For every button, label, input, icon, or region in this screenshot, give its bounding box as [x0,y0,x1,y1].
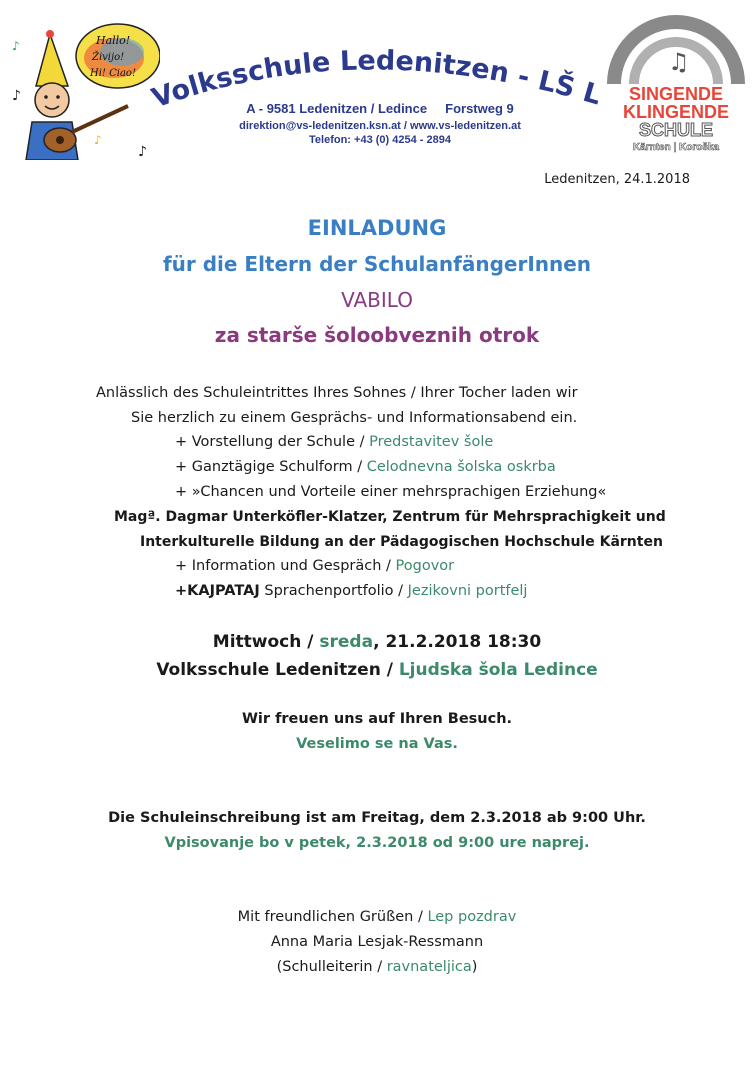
title-einladung: EINLADUNG [307,216,447,240]
intro-line-1: Anlässlich des Schuleintrittes Ihres Sohnes / Ihrer Tocher laden wir [96,385,578,401]
event-date-time: , 21.2.2018 18:30 [373,632,542,652]
agenda-item-4-de: + Information und Gespräch / [175,558,396,574]
agenda-item-5 [175,583,527,599]
agenda-item-5-bold: +KAJPATAJ [175,583,260,599]
title-za-starse: za starše šoloobveznih otrok [214,323,540,347]
svg-text:♪: ♪ [12,39,20,53]
agenda-item-5-de: Sprachenportfolio / [259,583,408,599]
enrollment-de: Die Schuleinschreibung ist am Freitag, dem 2.3.2018 ab 9:00 Uhr. [108,810,646,826]
agenda-item-5-sl: Jezikovni portfelj [407,583,528,599]
school-address: A - 9581 Ledenitzen / Ledince Forstweg 9 [246,101,514,116]
agenda-item-1-sl: Predstavitev šole [369,434,494,450]
svg-text:Hi! Ciao!: Hi! Ciao! [90,68,136,79]
agenda-item-4 [175,558,454,574]
svg-text:SINGENDE: SINGENDE [628,84,724,104]
welcome-sl: Veselimo se na Vas. [296,736,458,752]
svg-text:Kärnten | Koroška: Kärnten | Koroška [632,142,720,153]
signatory-role [0,959,754,975]
agenda-item-2-sl: Celodnevna šolska oskrba [366,459,556,475]
greeting-sl: Lep pozdrav [427,909,517,925]
event-day-sl: sreda [319,632,374,652]
agenda-item-1-de: + Vorstellung der Schule / [175,434,370,450]
svg-text:♪: ♪ [138,144,147,160]
singende-klingende-schule-logo [606,14,746,154]
greeting-de: Mit freundlichen Grüßen / [237,909,428,925]
enrollment-sl: Vpisovanje bo v petek, 2.3.2018 od 9:00 ure naprej. [164,835,590,851]
title-fuer-eltern: für die Eltern der SchulanfängerInnen [162,252,592,276]
role-sl: ravnateljica [386,959,472,975]
agenda-item-2-de: + Ganztägige Schulform / [175,459,367,475]
agenda-item-2 [175,459,556,475]
title-vabilo: VABILO [341,288,413,312]
letter-date: Ledenitzen, 24.1.2018 [544,172,690,187]
event-place-de: Volksschule Ledenitzen / [156,660,399,680]
svg-text:♫: ♫ [668,48,690,76]
agenda-item-3: + »Chancen und Vorteile einer mehrsprachigen Erziehung« [175,484,607,500]
svg-text:♪: ♪ [12,88,21,104]
intro-line-2: Sie herzlich zu einem Gesprächs- und Informationsabend ein. [131,410,578,426]
closing-greeting [0,909,754,925]
school-phone: Telefon: +43 (0) 4254 - 2894 [309,134,451,146]
svg-text:Volksschule Ledenitzen - LŠ Le: Volksschule Ledenitzen - LŠ L [150,45,605,112]
svg-text:♪: ♪ [94,133,102,147]
event-datetime [0,632,754,652]
event-day-de: Mittwoch / [212,632,320,652]
agenda-item-1 [175,434,493,450]
svg-text:SCHULE: SCHULE [638,120,714,140]
speaker-line-1: Magª. Dagmar Unterköfler-Klatzer, Zentrum für Mehrsprachigkeit und [114,509,666,525]
event-place-sl: Ljudska šola Ledince [398,660,598,680]
school-mascot-logo [10,14,160,160]
svg-text:KLINGENDE: KLINGENDE [622,102,730,122]
svg-text:Hallo!: Hallo! [96,34,131,47]
signatory-name: Anna Maria Lesjak-Ressmann [270,934,484,950]
role-de: (Schulleiterin / [276,959,387,975]
agenda-item-4-sl: Pogovor [395,558,455,574]
school-contact: direktion@vs-ledenitzen.ksn.at / www.vs-ledenitzen.at [239,120,521,132]
welcome-de: Wir freuen uns auf Ihren Besuch. [241,711,513,727]
svg-text:Živijo!: Živijo! [92,52,125,63]
event-place [0,660,754,680]
role-close: ) [471,959,478,975]
speaker-line-2: Interkulturelle Bildung an der Pädagogischen Hochschule Kärnten [140,534,663,550]
